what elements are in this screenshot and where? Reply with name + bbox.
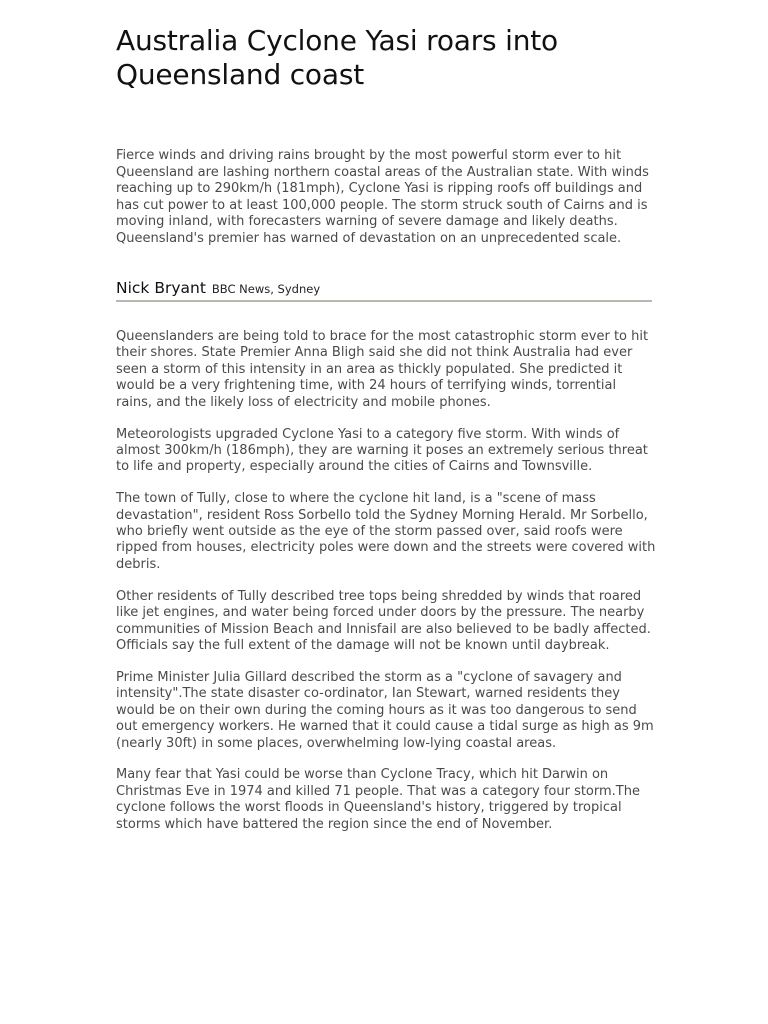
article-body (116, 329, 656, 849)
body-paragraph: Prime Minister Julia Gillard described the storm as a "cyclone of savagery and intensity".The state disaster co-ordinator, Ian Stewart, warned residents they would be on their own during the coming hours as it was too dangerous to send out emergency workers. He warned that it could cause a tidal surge as high as 9m (nearly 30ft) in some places, overwhelming low-lying coastal areas. (116, 669, 654, 751)
byline-author: Nick Bryant (116, 279, 206, 297)
article-intro: Fierce winds and driving rains brought by the most powerful storm ever to hit Queensland are lashing northern coastal areas of the Australian state. With winds reaching up to 290km/h (181mph), Cyclone Yasi is ripping roofs off buildings and has cut power to at least 100,000 people. The storm struck south of Cairns and is moving inland, with forecasters warning of severe damage and likely deaths. Queensland's premier has warned of devastation on an unprecedented scale. (116, 148, 649, 246)
article-headline: Australia Cyclone Yasi roars into Queensland coast (116, 24, 558, 91)
body-paragraph: Other residents of Tully described tree tops being shredded by winds that roared like jet engines, and water being forced under doors by the pressure. The nearby communities of Mission Beach and Innisfail are also believed to be badly affected. Officials say the full extent of the damage will not be known until daybreak. (116, 588, 651, 653)
byline-organization: BBC News, Sydney (211, 282, 321, 296)
body-paragraph: The town of Tully, close to where the cyclone hit land, is a "scene of mass devastation", resident Ross Sorbello told the Sydney Morning Herald. Mr Sorbello, who briefly went outside as the eye of the storm passed over, said roofs were ripped from houses, electricity poles were down and the streets were covered with debris. (116, 491, 656, 572)
body-paragraph: Meteorologists upgraded Cyclone Yasi to a category five storm. With winds of almost 300km/h (186mph), they are warning it poses an extremely serious threat to life and property, especially around the cities of Cairns and Townsville. (116, 426, 648, 475)
body-paragraph: Many fear that Yasi could be worse than Cyclone Tracy, which hit Darwin on Christmas Eve in 1974 and killed 71 people. That was a category four storm.The cyclone follows the worst floods in Queensland's history, triggered by tropical storms which have battered the region since the end of November. (116, 767, 640, 832)
byline (116, 279, 652, 302)
body-paragraph: Queenslanders are being told to brace for the most catastrophic storm ever to hit their shores. State Premier Anna Bligh said she did not think Australia had ever seen a storm of this intensity in an area as thickly populated. She predicted it would be a very frightening time, with 24 hours of terrifying winds, torrential rains, and the likely loss of electricity and mobile phones. (116, 329, 649, 410)
